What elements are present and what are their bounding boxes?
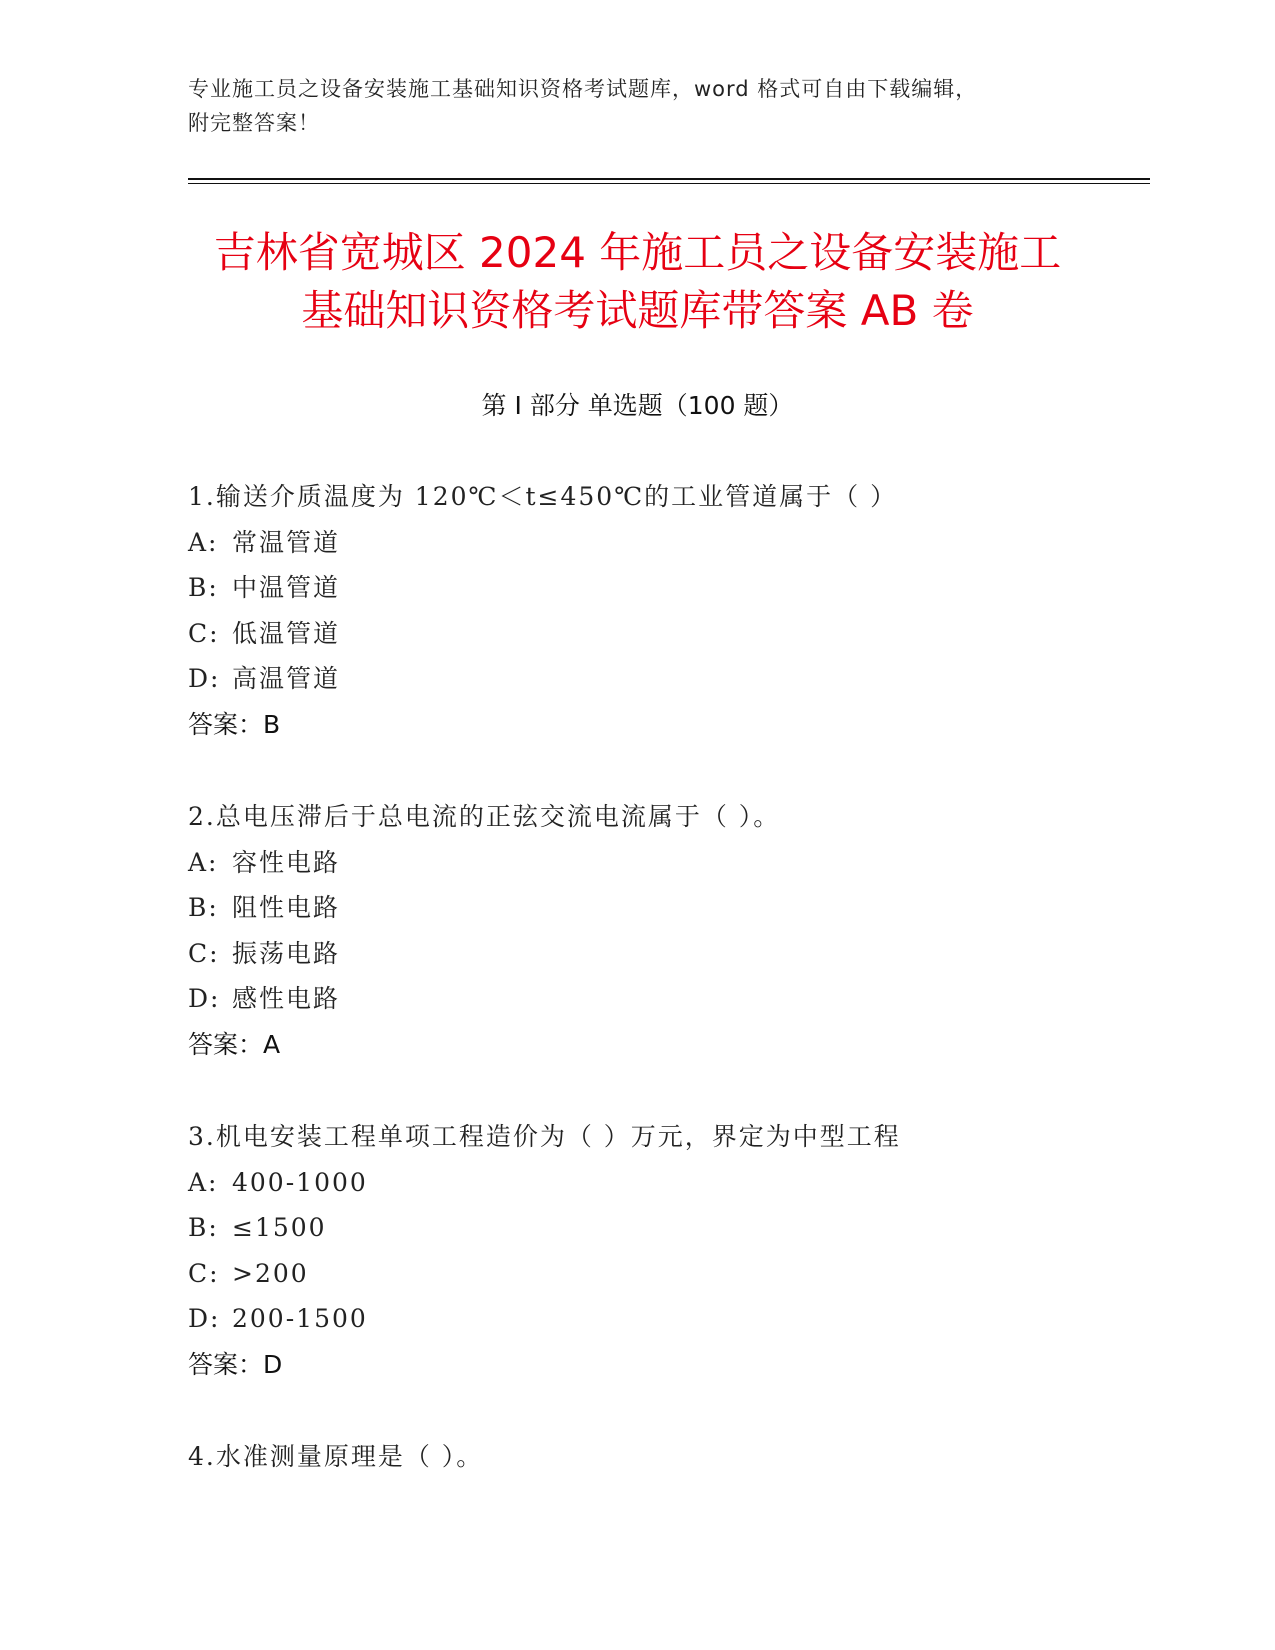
option-text: 容性电路 bbox=[232, 847, 341, 877]
question-4 bbox=[188, 1434, 1168, 1480]
option-text: 中温管道 bbox=[232, 573, 341, 602]
option-letter: D: bbox=[188, 1304, 221, 1333]
question-stem: 3.机电安装工程单项工程造价为（ ）万元，界定为中型工程 bbox=[188, 1122, 901, 1151]
option-c bbox=[188, 931, 1168, 977]
option-letter: D: bbox=[188, 984, 221, 1013]
option-text: 200-1500 bbox=[232, 1304, 368, 1333]
option-b bbox=[188, 1205, 1168, 1251]
document-title-line-2: 基础知识资格考试题库带答案 AB 卷 bbox=[301, 286, 974, 335]
option-b bbox=[188, 565, 1168, 611]
option-letter: D: bbox=[188, 664, 221, 693]
header-divider-thin bbox=[188, 183, 1150, 184]
option-text: 低温管道 bbox=[232, 618, 341, 648]
option-letter: C: bbox=[188, 618, 220, 648]
section-title: 第 I 部分 单选题（100 题） bbox=[481, 391, 794, 420]
header-note bbox=[188, 72, 1088, 140]
option-letter: B: bbox=[188, 1213, 219, 1242]
option-letter: B: bbox=[188, 893, 219, 922]
option-d bbox=[188, 656, 1168, 702]
question-stem: 1.输送介质温度为 120℃＜t≤450℃的工业管道属于（ ） bbox=[188, 482, 898, 511]
option-letter: A: bbox=[188, 1167, 219, 1197]
answer-line: 答案：B bbox=[188, 709, 281, 739]
header-note-line-1: 专业施工员之设备安装施工基础知识资格考试题库，word 格式可自由下载编辑， bbox=[188, 77, 978, 101]
question-3 bbox=[188, 1114, 1168, 1387]
option-letter: B: bbox=[188, 573, 219, 602]
option-text: ≤1500 bbox=[232, 1213, 327, 1242]
option-text: 感性电路 bbox=[232, 984, 341, 1013]
document-title bbox=[100, 224, 1175, 340]
option-b bbox=[188, 885, 1168, 931]
question-stem: 2.总电压滞后于总电流的正弦交流电流属于（ ）。 bbox=[188, 802, 781, 831]
option-text: 高温管道 bbox=[232, 664, 341, 693]
option-letter: C: bbox=[188, 1258, 220, 1288]
answer-line: 答案：A bbox=[188, 1029, 281, 1059]
option-c bbox=[188, 611, 1168, 657]
answer-line: 答案：D bbox=[188, 1349, 283, 1379]
header-note-line-2: 附完整答案！ bbox=[188, 111, 320, 135]
option-text: 振荡电路 bbox=[232, 938, 341, 968]
option-text: 常温管道 bbox=[232, 527, 341, 557]
document-title-line-1: 吉林省宽城区 2024 年施工员之设备安装施工 bbox=[213, 228, 1062, 277]
question-list bbox=[188, 474, 1168, 1527]
question-2 bbox=[188, 794, 1168, 1067]
option-letter: A: bbox=[188, 527, 219, 557]
option-d bbox=[188, 1296, 1168, 1342]
header-divider-thick bbox=[188, 178, 1150, 180]
question-1 bbox=[188, 474, 1168, 747]
option-text: 400-1000 bbox=[232, 1167, 368, 1197]
option-a bbox=[188, 520, 1168, 566]
option-text: 阻性电路 bbox=[232, 893, 341, 922]
option-a bbox=[188, 840, 1168, 886]
option-a bbox=[188, 1160, 1168, 1206]
question-stem: 4.水准测量原理是（ ）。 bbox=[188, 1442, 484, 1471]
option-d bbox=[188, 976, 1168, 1022]
option-text: >200 bbox=[232, 1258, 309, 1288]
option-c bbox=[188, 1251, 1168, 1297]
option-letter: C: bbox=[188, 938, 220, 968]
option-letter: A: bbox=[188, 847, 219, 877]
